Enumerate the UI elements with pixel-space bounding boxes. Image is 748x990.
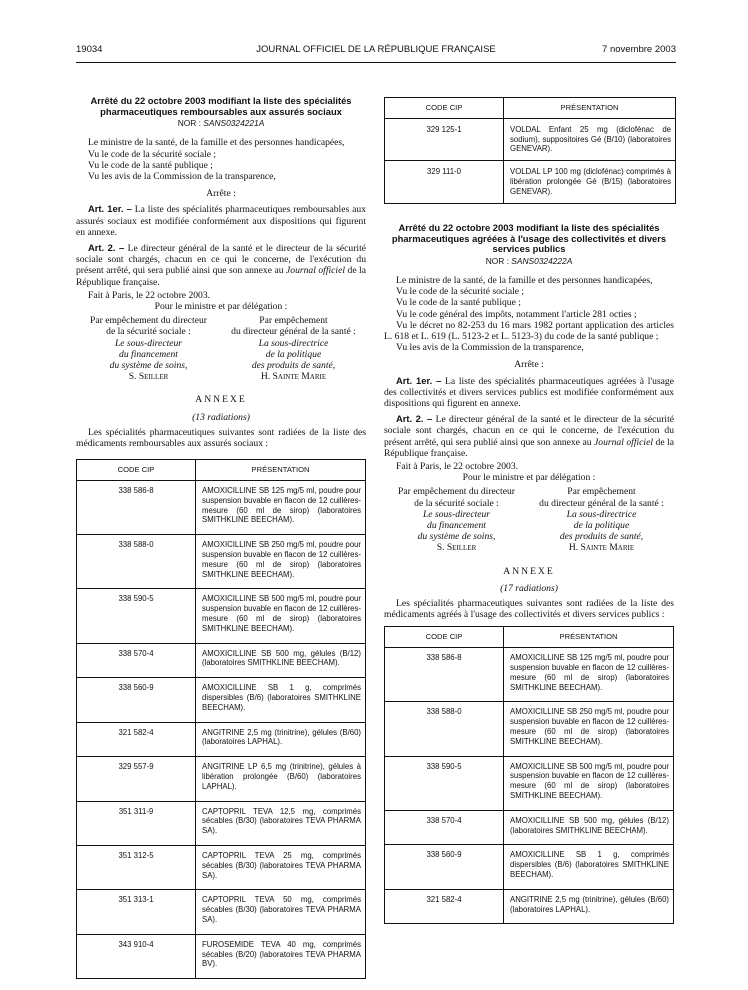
code-cip-cell: 343 910-4: [77, 934, 196, 978]
fait-line: Fait à Paris, le 22 octobre 2003.: [88, 289, 211, 301]
table-row: [77, 845, 366, 889]
presentation-cell: AMOXICILLINE SB 500 mg, gélules (B/12) (laboratoires SMITHKLINE BEECHAM).: [504, 810, 674, 845]
signatures: [384, 486, 674, 553]
nor-reference: NOR : SANS0324222A: [485, 255, 573, 266]
presentation-cell: AMOXICILLINE SB 500 mg/5 ml, poudre pour suspension buvable en flacon de 12 cuillères-mesure (60 ml de sirop) (laboratoires SMITHKLINE BEECHAM).: [504, 756, 674, 810]
radiations-count: (13 radiations): [192, 411, 250, 423]
code-cip-cell: 351 312-5: [77, 845, 196, 889]
signature-left: Par empêchement du directeur de la sécurité sociale : Le sous-directeur du financement du système de soins, S. Seiller: [76, 315, 221, 382]
presentation-cell: AMOXICILLINE SB 250 mg/5 ml, poudre pour suspension buvable en flacon de 12 cuillères-mesure (60 ml de sirop) (laboratoires SMITHKLINE BEECHAM).: [504, 702, 674, 756]
table-row: [77, 535, 366, 589]
signature-right: Par empêchement du directeur général de la santé : La sous-directrice de la politique des produits de santé, H. Sainte Marie: [529, 486, 674, 553]
signatory-name: S. Seiller: [128, 371, 169, 383]
annexe-heading: ANNEXE: [195, 394, 247, 406]
table-row: [385, 845, 674, 889]
table-row: [385, 810, 674, 845]
table-row: [385, 118, 676, 160]
decree-title: Arrêté du 22 octobre 2003 modifiant la liste des spécialités pharmaceutiques remboursables aux assurés sociaux: [90, 95, 352, 117]
presentation-cell: ANGITRINE 2,5 mg (trinitrine), gélules (B/60) (laboratoires LAPHAL).: [504, 889, 674, 924]
code-cip-cell: 338 590-5: [385, 756, 504, 810]
col-header-code: CODE CIP: [77, 460, 196, 481]
code-cip-cell: 338 586-8: [77, 481, 196, 535]
vu-line: Vu le code de la sécurité sociale ;: [396, 286, 525, 298]
presentation-cell: ANGITRINE LP 6,5 mg (trinitrine), gélules à libération prolongée (B/60) (laboratoires LAPHAL).: [196, 757, 366, 801]
table-row: [385, 702, 674, 756]
presentation-cell: AMOXICILLINE SB 125 mg/5 ml, poudre pour suspension buvable en flacon de 12 cuillères-mesure (60 ml de sirop) (laboratoires SMITHKLINE BEECHAM).: [504, 648, 674, 702]
presentation-cell: CAPTOPRIL TEVA 50 mg, comprimés sécables (B/30) (laboratoires TEVA PHARMA SA).: [196, 890, 366, 934]
code-cip-cell: 321 582-4: [385, 889, 504, 924]
table-row: [385, 161, 676, 203]
code-cip-cell: 338 560-9: [77, 678, 196, 722]
table-row: [77, 589, 366, 643]
intro-paragraph: Le ministre de la santé, de la famille et des personnes handicapées,: [88, 137, 345, 149]
annexe-heading: ANNEXE: [503, 565, 555, 577]
presentation-cell: CAPTOPRIL TEVA 25 mg, comprimés sécables (B/30) (laboratoires TEVA PHARMA SA).: [196, 845, 366, 889]
radiations-count: (17 radiations): [500, 582, 558, 594]
article-1: Art. 1er. – La liste des spécialités pharmaceutiques remboursables aux assurés sociaux est modifiée conformément aux dispositions qui figurent en annexe.: [76, 203, 366, 238]
page-header: [76, 44, 676, 58]
code-cip-cell: 338 570-4: [385, 810, 504, 845]
presentation-cell: AMOXICILLINE SB 250 mg/5 ml, poudre pour suspension buvable en flacon de 12 cuillères-mesure (60 ml de sirop) (laboratoires SMITHKLINE BEECHAM).: [196, 535, 366, 589]
arrete-heading: Arrête :: [206, 188, 236, 200]
signatory-name: H. Sainte Marie: [568, 542, 635, 554]
col-header-presentation: PRÉSENTATION: [504, 627, 674, 648]
vu-line: Vu le code général des impôts, notamment l'article 281 octies ;: [396, 308, 637, 320]
presentation-cell: ANGITRINE 2,5 mg (trinitrine), gélules (B/60) (laboratoires LAPHAL).: [196, 722, 366, 757]
table-row: [385, 648, 674, 702]
right-column: [384, 223, 674, 924]
presentation-cell: AMOXICILLINE SB 125 mg/5 ml, poudre pour suspension buvable en flacon de 12 cuillères-mesure (60 ml de sirop) (laboratoires SMITHKLINE BEECHAM).: [196, 481, 366, 535]
table-row: [385, 756, 674, 810]
presentation-cell: VOLDAL Enfant 25 mg (diclofénac de sodium), suppositoires Gé (B/10) (laboratoires GENEVAR).: [504, 118, 676, 160]
signature-left: Par empêchement du directeur de la sécurité sociale : Le sous-directeur du financement du système de soins, S. Seiller: [384, 486, 529, 553]
table-row: [77, 757, 366, 801]
code-cip-cell: 338 588-0: [77, 535, 196, 589]
presentation-cell: AMOXICILLINE SB 1 g, comprimés dispersibles (B/6) (laboratoires SMITHKLINE BEECHAM).: [196, 678, 366, 722]
fait-line: Fait à Paris, le 22 octobre 2003.: [396, 461, 519, 473]
presentation-cell: CAPTOPRIL TEVA 12,5 mg, comprimés sécables (B/30) (laboratoires TEVA PHARMA SA).: [196, 801, 366, 845]
code-cip-cell: 351 311-9: [77, 801, 196, 845]
annex-intro: Les spécialités pharmaceutiques suivantes sont radiées de la liste des médicaments remboursables aux assurés sociaux :: [76, 426, 366, 450]
nor-reference: NOR : SANS0324221A: [177, 118, 265, 129]
annex-intro: Les spécialités pharmaceutiques suivantes sont radiées de la liste des médicaments agréés à l'usage des collectivités et divers services publics :: [384, 598, 674, 621]
code-cip-cell: 321 582-4: [77, 722, 196, 757]
article-1: Art. 1er. – La liste des spécialités pharmaceutiques agréées à l'usage des collectivités et divers services publics est modifiée conformément aux dispositions qui figurent en annexe.: [384, 374, 674, 410]
presentation-cell: FUROSEMIDE TEVA 40 mg, comprimés sécables (B/20) (laboratoires TEVA PHARMA BV).: [196, 934, 366, 978]
vu-line: Vu le code de la santé publique ;: [396, 297, 521, 309]
article-2: Art. 2. – Le directeur général de la santé et le directeur de la sécurité sociale sont chargés, chacun en ce qui le concerne, de l'exécution du présent arrêté, qui sera publié ainsi que son annexe au Journal officiel de la République française.: [76, 242, 366, 288]
code-cip-cell: 338 570-4: [77, 643, 196, 678]
code-cip-cell: 338 586-8: [385, 648, 504, 702]
page-number: 19034: [76, 44, 103, 55]
code-cip-cell: 338 588-0: [385, 702, 504, 756]
table-row: [385, 889, 674, 924]
delegation-line: Pour le ministre et par délégation :: [154, 301, 288, 313]
right-continuation-table: [384, 97, 676, 204]
code-cip-cell: 338 590-5: [77, 589, 196, 643]
left-annex-table: [76, 459, 366, 979]
table-row: [77, 643, 366, 678]
table-row: [77, 481, 366, 535]
vu-line: Vu le décret no 82-253 du 16 mars 1982 portant application des articles L. 618 et L. 619 (L. 5123-2 et L. 5123-3) du code de la santé publique ;: [384, 319, 674, 342]
vu-line: Vu le code de la santé publique ;: [88, 159, 213, 171]
code-cip-cell: 329 111-0: [385, 161, 504, 203]
code-cip-cell: 329 125-1: [385, 118, 504, 160]
right-continuation-table-wrap: [384, 97, 676, 204]
signature-right: Par empêchement du directeur général de la santé : La sous-directrice de la politique des produits de santé, H. Sainte Marie: [221, 315, 366, 382]
col-header-presentation: PRÉSENTATION: [196, 460, 366, 481]
vu-line: Vu le code de la sécurité sociale ;: [88, 148, 217, 160]
col-header-code: CODE CIP: [385, 98, 504, 119]
col-header-code: CODE CIP: [385, 627, 504, 648]
vu-line: Vu les avis de la Commission de la transparence,: [396, 342, 584, 354]
col-header-presentation: PRÉSENTATION: [504, 98, 676, 119]
presentation-cell: AMOXICILLINE SB 500 mg/5 ml, poudre pour suspension buvable en flacon de 12 cuillères-mesure (60 ml de sirop) (laboratoires SMITHKLINE BEECHAM).: [196, 589, 366, 643]
article-2: Art. 2. – Le directeur général de la santé et le directeur de la sécurité sociale sont chargés, chacun en ce qui le concerne, de l'exécution du présent arrêté, qui sera publié ainsi que son annexe au Journal officiel de la République française.: [384, 413, 674, 459]
table-row: [77, 890, 366, 934]
left-column: [76, 96, 366, 979]
code-cip-cell: 329 557-9: [77, 757, 196, 801]
presentation-cell: AMOXICILLINE SB 500 mg, gélules (B/12) (laboratoires SMITHKLINE BEECHAM).: [196, 643, 366, 678]
presentation-cell: VOLDAL LP 100 mg (diclofénac) comprimés à libération prolongée Gé (B/15) (laboratoires GENEVAR).: [504, 161, 676, 203]
arrete-heading: Arrête :: [514, 359, 544, 371]
code-cip-cell: 351 313-1: [77, 890, 196, 934]
table-row: [77, 678, 366, 722]
issue-date: 7 novembre 2003: [602, 44, 676, 55]
table-row: [77, 934, 366, 978]
signatures: [76, 315, 366, 382]
intro-paragraph: Le ministre de la santé, de la famille et des personnes handicapées,: [396, 274, 653, 286]
decree-title: Arrêté du 22 octobre 2003 modifiant la liste des spécialités pharmaceutiques agréées à l'usage des collectivités et divers services publics: [391, 222, 667, 255]
vu-line: Vu les avis de la Commission de la transparence,: [88, 171, 276, 182]
delegation-line: Pour le ministre et par délégation :: [462, 472, 596, 484]
signatory-name: H. Sainte Marie: [260, 371, 327, 383]
right-annex-table: [384, 626, 674, 924]
table-row: [77, 801, 366, 845]
signatory-name: S. Seiller: [436, 542, 477, 554]
code-cip-cell: 338 560-9: [385, 845, 504, 889]
journal-title: JOURNAL OFFICIEL DE LA RÉPUBLIQUE FRANÇAISE: [256, 44, 496, 55]
presentation-cell: AMOXICILLINE SB 1 g, comprimés dispersibles (B/6) (laboratoires SMITHKLINE BEECHAM).: [504, 845, 674, 889]
header-rule: [76, 62, 676, 63]
table-row: [77, 722, 366, 757]
